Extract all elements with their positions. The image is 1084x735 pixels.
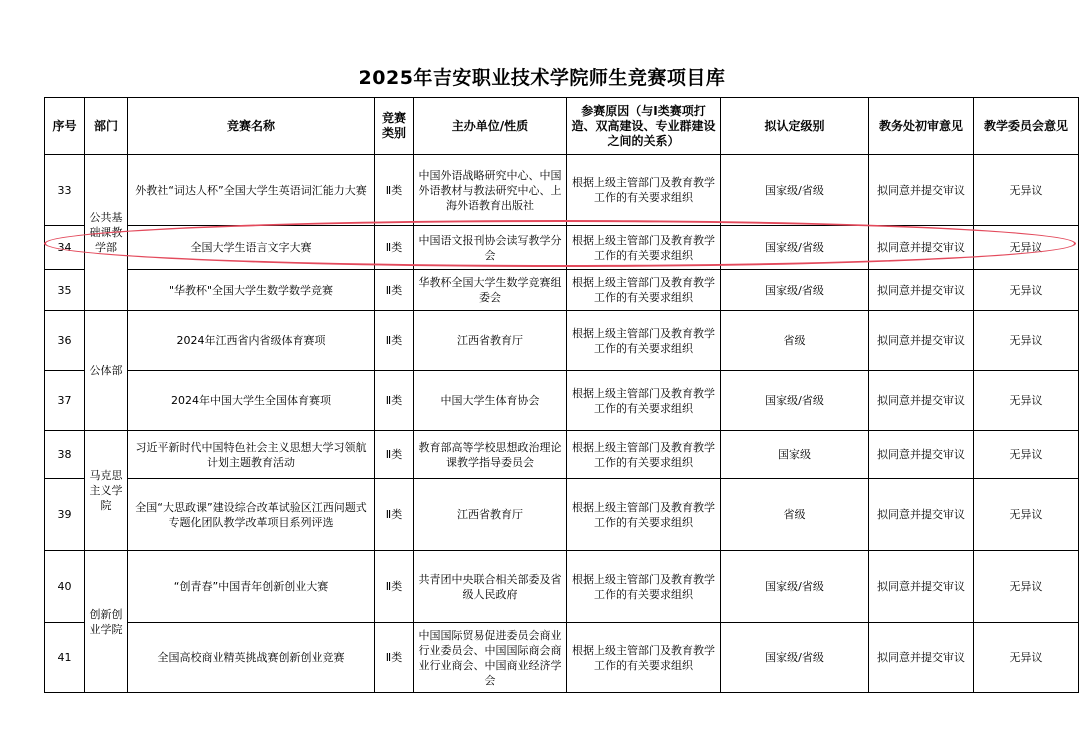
row-committee-opinion: 无异议 [974,226,1079,270]
row-reason: 根据上级主管部门及教育教学工作的有关要求组织 [567,551,721,623]
row-no: 40 [45,551,85,623]
row-level: 国家级/省级 [721,623,869,693]
table-row [45,371,1079,431]
header-category: 竞赛类别 [375,98,414,155]
row-name: 2024年江西省内省级体育赛项 [128,311,375,371]
table-row [45,551,1079,623]
row-committee-opinion: 无异议 [974,371,1079,431]
row-category: Ⅱ类 [375,551,414,623]
row-initial-opinion: 拟同意并提交审议 [869,155,974,226]
row-committee-opinion: 无异议 [974,551,1079,623]
row-initial-opinion: 拟同意并提交审议 [869,479,974,551]
row-name: 习近平新时代中国特色社会主义思想大学习领航计划主题教育活动 [128,431,375,479]
row-host: 江西省教育厅 [414,311,567,371]
row-name: 外教社“词达人杯”全国大学生英语词汇能力大赛 [128,155,375,226]
row-reason: 根据上级主管部门及教育教学工作的有关要求组织 [567,311,721,371]
row-no: 41 [45,623,85,693]
row-initial-opinion: 拟同意并提交审议 [869,270,974,311]
row-committee-opinion: 无异议 [974,311,1079,371]
header-row [45,98,1079,155]
header-initial-opinion: 教务处初审意见 [869,98,974,155]
row-name: “创青春”中国青年创新创业大赛 [128,551,375,623]
row-no: 35 [45,270,85,311]
header-committee-opinion: 教学委员会意见 [974,98,1079,155]
table-row [45,431,1079,479]
row-initial-opinion: 拟同意并提交审议 [869,311,974,371]
row-initial-opinion: 拟同意并提交审议 [869,431,974,479]
header-no: 序号 [45,98,85,155]
row-level: 国家级/省级 [721,226,869,270]
row-reason: 根据上级主管部门及教育教学工作的有关要求组织 [567,270,721,311]
row-initial-opinion: 拟同意并提交审议 [869,371,974,431]
row-reason: 根据上级主管部门及教育教学工作的有关要求组织 [567,479,721,551]
row-category: Ⅱ类 [375,226,414,270]
row-no: 34 [45,226,85,270]
row-name: 全国高校商业精英挑战赛创新创业竞赛 [128,623,375,693]
row-reason: 根据上级主管部门及教育教学工作的有关要求组织 [567,155,721,226]
header-department: 部门 [85,98,128,155]
row-initial-opinion: 拟同意并提交审议 [869,551,974,623]
row-initial-opinion: 拟同意并提交审议 [869,226,974,270]
row-category: Ⅱ类 [375,431,414,479]
row-host: 中国大学生体育协会 [414,371,567,431]
competition-table [44,97,1079,693]
table-row [45,155,1079,226]
table-row [45,623,1079,693]
row-category: Ⅱ类 [375,311,414,371]
department-cell: 公体部 [85,311,128,431]
row-committee-opinion: 无异议 [974,431,1079,479]
row-name: "华教杯"全国大学生数学数学竞赛 [128,270,375,311]
row-no: 38 [45,431,85,479]
row-reason: 根据上级主管部门及教育教学工作的有关要求组织 [567,371,721,431]
row-committee-opinion: 无异议 [974,270,1079,311]
row-host: 教育部高等学校思想政治理论课教学指导委员会 [414,431,567,479]
row-name: 全国大学生语言文字大赛 [128,226,375,270]
row-host: 中国语文报刊协会读写教学分会 [414,226,567,270]
row-level: 国家级 [721,431,869,479]
row-no: 39 [45,479,85,551]
row-category: Ⅱ类 [375,270,414,311]
row-committee-opinion: 无异议 [974,479,1079,551]
row-committee-opinion: 无异议 [974,155,1079,226]
row-no: 36 [45,311,85,371]
row-level: 国家级/省级 [721,155,869,226]
row-committee-opinion: 无异议 [974,623,1079,693]
row-initial-opinion: 拟同意并提交审议 [869,623,974,693]
table-row [45,311,1079,371]
row-host: 共青团中央联合相关部委及省级人民政府 [414,551,567,623]
row-reason: 根据上级主管部门及教育教学工作的有关要求组织 [567,431,721,479]
row-reason: 根据上级主管部门及教育教学工作的有关要求组织 [567,623,721,693]
row-category: Ⅱ类 [375,371,414,431]
department-cell: 公共基础课教学部 [85,155,128,311]
department-cell: 马克思主义学院 [85,431,128,551]
row-host: 华教杯全国大学生数学竞赛组委会 [414,270,567,311]
row-category: Ⅱ类 [375,623,414,693]
row-name: 全国“大思政课”建设综合改革试验区江西问题式专题化团队教学改革项目系列评选 [128,479,375,551]
row-level: 国家级/省级 [721,551,869,623]
row-level: 省级 [721,311,869,371]
row-level: 省级 [721,479,869,551]
row-host: 中国外语战略研究中心、中国外语教材与教法研究中心、上海外语教育出版社 [414,155,567,226]
row-name: 2024年中国大学生全国体育赛项 [128,371,375,431]
row-level: 国家级/省级 [721,371,869,431]
row-no: 33 [45,155,85,226]
row-no: 37 [45,371,85,431]
row-level: 国家级/省级 [721,270,869,311]
row-category: Ⅱ类 [375,479,414,551]
header-reason: 参赛原因（与Ⅰ类赛项打造、双高建设、专业群建设之间的关系） [567,98,721,155]
row-host: 中国国际贸易促进委员会商业行业委员会、中国国际商会商业行业商会、中国商业经济学会 [414,623,567,693]
row-reason: 根据上级主管部门及教育教学工作的有关要求组织 [567,226,721,270]
header-host: 主办单位/性质 [414,98,567,155]
row-host: 江西省教育厅 [414,479,567,551]
table-row [45,270,1079,311]
document-title: 2025年吉安职业技术学院师生竞赛项目库 [358,67,726,89]
table-row [45,226,1079,270]
department-cell: 创新创业学院 [85,551,128,693]
table-row [45,479,1079,551]
header-level: 拟认定级别 [721,98,869,155]
row-category: Ⅱ类 [375,155,414,226]
header-competition-name: 竞赛名称 [128,98,375,155]
